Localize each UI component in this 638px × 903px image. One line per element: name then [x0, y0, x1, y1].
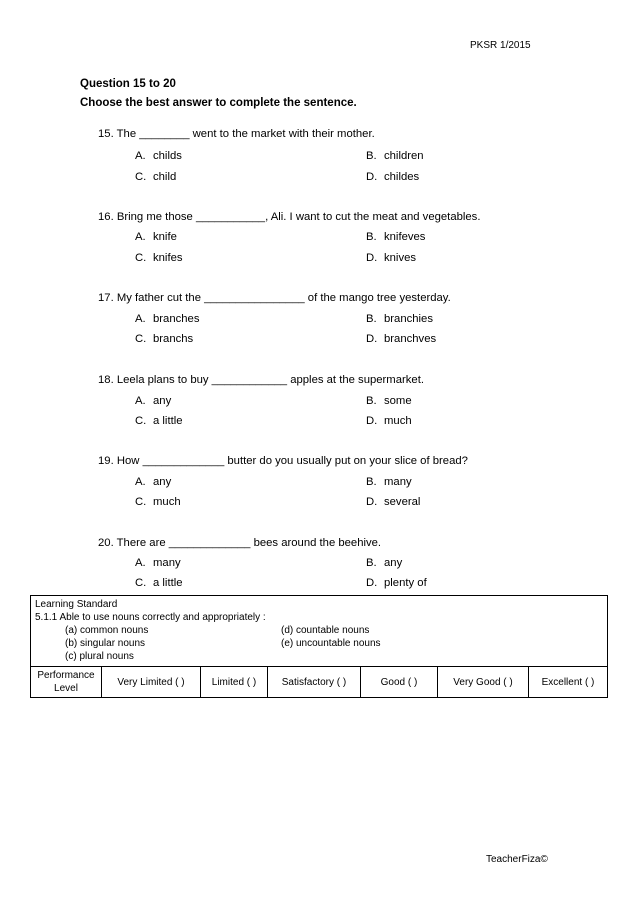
page-code: PKSR 1/2015: [470, 40, 531, 51]
q16-option-a: A. knife: [135, 231, 177, 243]
q15-option-a: A. childs: [135, 150, 182, 162]
question-16-stem: 16. Bring me those ___________, Ali. I want to cut the meat and vegetables.: [98, 211, 481, 223]
section-title: Question 15 to 20: [80, 78, 176, 90]
noun-type-c: (c) plural nouns: [65, 651, 134, 662]
q17-option-b: B. branchies: [366, 313, 433, 325]
learning-standard-title: Learning Standard: [35, 599, 118, 610]
level-very-good: Very Good ( ): [438, 667, 529, 698]
level-excellent: Excellent ( ): [529, 667, 608, 698]
level-satisfactory: Satisfactory ( ): [268, 667, 361, 698]
learning-standard-item: 5.1.1 Able to use nouns correctly and appropriately :: [35, 612, 266, 623]
q15-option-c: C. child: [135, 171, 177, 183]
q17-option-c: C. branchs: [135, 333, 194, 345]
q17-option-a: A. branches: [135, 313, 200, 325]
q18-option-c: C. a little: [135, 415, 183, 427]
q19-option-c: C. much: [135, 496, 181, 508]
noun-type-e: (e) uncountable nouns: [281, 638, 381, 649]
question-20-stem: 20. There are _____________ bees around the beehive.: [98, 537, 382, 549]
q16-option-d: D. knives: [366, 252, 417, 264]
q16-option-c: C. knifes: [135, 252, 183, 264]
performance-level-label: Performance Level: [31, 667, 102, 698]
q20-option-a: A. many: [135, 557, 181, 569]
q18-option-b: B. some: [366, 395, 412, 407]
q20-option-c: C. a little: [135, 577, 183, 589]
q19-option-b: B. many: [366, 476, 412, 488]
noun-type-d: (d) countable nouns: [281, 625, 370, 636]
question-17-stem: 17. My father cut the ________________ of the mango tree yesterday.: [98, 292, 451, 304]
q18-option-d: D. much: [366, 415, 412, 427]
q19-option-d: D. several: [366, 496, 421, 508]
q19-option-a: A. any: [135, 476, 172, 488]
noun-type-a: (a) common nouns: [65, 625, 149, 636]
question-18-stem: 18. Leela plans to buy ____________ apples at the supermarket.: [98, 374, 424, 386]
learning-standard-table: [30, 595, 608, 698]
question-15-stem: 15. The ________ went to the market with their mother.: [98, 128, 375, 140]
level-limited: Limited ( ): [201, 667, 268, 698]
level-good: Good ( ): [361, 667, 438, 698]
learning-standard-box: [31, 596, 607, 666]
q16-option-b: B. knifeves: [366, 231, 426, 243]
level-very-limited: Very Limited ( ): [102, 667, 201, 698]
q20-option-d: D. plenty of: [366, 577, 427, 589]
q15-option-b: B. children: [366, 150, 424, 162]
question-19-stem: 19. How _____________ butter do you usually put on your slice of bread?: [98, 455, 468, 467]
footer-credit: TeacherFiza©: [486, 854, 548, 865]
noun-type-b: (b) singular nouns: [65, 638, 146, 649]
q17-option-d: D. branchves: [366, 333, 437, 345]
section-instruction: Choose the best answer to complete the sentence.: [80, 97, 357, 109]
q18-option-a: A. any: [135, 395, 172, 407]
q20-option-b: B. any: [366, 557, 403, 569]
q15-option-d: D. childes: [366, 171, 420, 183]
